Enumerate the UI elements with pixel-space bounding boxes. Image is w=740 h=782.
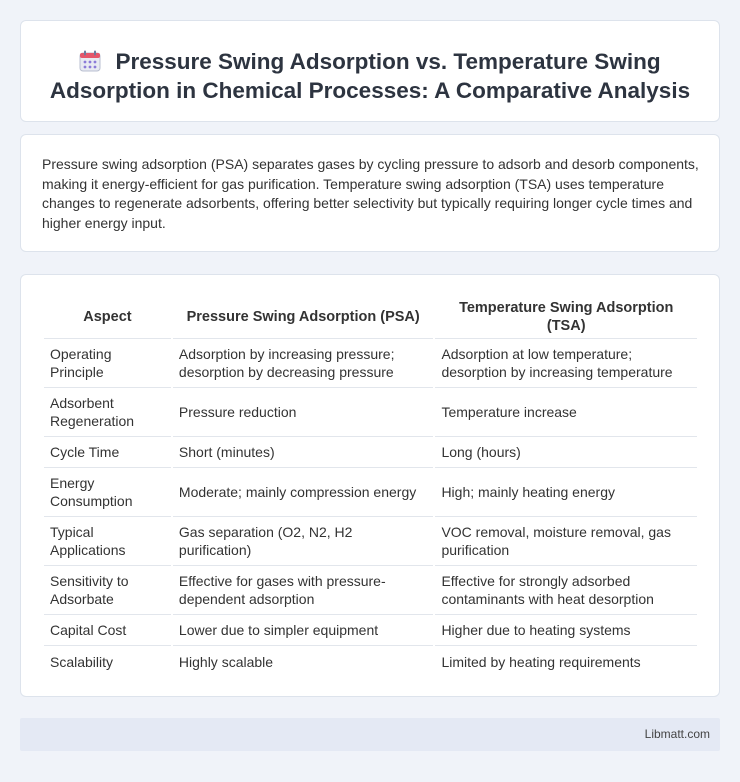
page-title-text: Pressure Swing Adsorption vs. Temperature Swing Adsorption in Chemical Processes: A Comparative Analysis xyxy=(49,49,691,103)
table-row xyxy=(44,615,697,646)
row-aspect: Operating Principle xyxy=(44,339,171,388)
table-header-row xyxy=(44,295,697,339)
header-psa: Pressure Swing Adsorption (PSA) xyxy=(173,295,434,339)
row-psa: Lower due to simpler equipment xyxy=(173,615,434,646)
header-tsa: Temperature Swing Adsorption (TSA) xyxy=(435,295,697,339)
row-psa: Pressure reduction xyxy=(173,388,434,437)
row-psa: Adsorption by increasing pressure; desorption by decreasing pressure xyxy=(173,339,434,388)
comparison-table xyxy=(42,295,699,677)
row-aspect: Adsorbent Regeneration xyxy=(44,388,171,437)
table-row xyxy=(44,437,697,468)
table-row xyxy=(44,566,697,615)
title-card xyxy=(20,20,720,122)
summary-text: Pressure swing adsorption (PSA) separates gases by cycling pressure to adsorb and desorb components, making it energy-efficient for gas purification. Temperature swing adsorption (TSA) uses temperature changes to regenerate adsorbents, offering better selectivity but typically requiring longer cycle times and higher energy input. xyxy=(42,156,699,231)
row-tsa: Higher due to heating systems xyxy=(435,615,697,646)
comparison-card xyxy=(20,274,720,697)
table-row xyxy=(44,468,697,517)
row-aspect: Scalability xyxy=(50,653,114,670)
row-psa: Short (minutes) xyxy=(173,437,434,468)
row-tsa: Adsorption at low temperature; desorption by increasing temperature xyxy=(435,339,697,388)
row-tsa: VOC removal, moisture removal, gas purification xyxy=(435,517,697,566)
table-row xyxy=(44,339,697,388)
calendar-icon xyxy=(79,50,101,72)
page-title xyxy=(21,47,719,105)
table-row xyxy=(44,517,697,566)
row-tsa: Long (hours) xyxy=(435,437,697,468)
row-aspect: Sensitivity to Adsorbate xyxy=(44,566,171,615)
row-aspect: Cycle Time xyxy=(44,437,171,468)
row-tsa: Effective for strongly adsorbed contaminants with heat desorption xyxy=(435,566,697,615)
table-row xyxy=(44,388,697,437)
footer-brand-link[interactable]: Libmatt.com xyxy=(644,727,710,741)
row-psa: Gas separation (O2, N2, H2 purification) xyxy=(173,517,434,566)
summary-card xyxy=(20,134,720,252)
footer-bar xyxy=(20,718,720,751)
row-psa: Highly scalable xyxy=(178,653,274,670)
row-tsa: Limited by heating requirements xyxy=(441,653,641,670)
row-psa: Effective for gases with pressure-dependent adsorption xyxy=(173,566,434,615)
row-aspect: Capital Cost xyxy=(44,615,171,646)
row-aspect: Typical Applications xyxy=(44,517,171,566)
row-tsa: Temperature increase xyxy=(435,388,697,437)
row-aspect: Energy Consumption xyxy=(44,468,171,517)
header-aspect: Aspect xyxy=(44,295,171,339)
table-row xyxy=(44,646,697,677)
row-psa: Moderate; mainly compression energy xyxy=(173,468,434,517)
row-tsa: High; mainly heating energy xyxy=(435,468,697,517)
